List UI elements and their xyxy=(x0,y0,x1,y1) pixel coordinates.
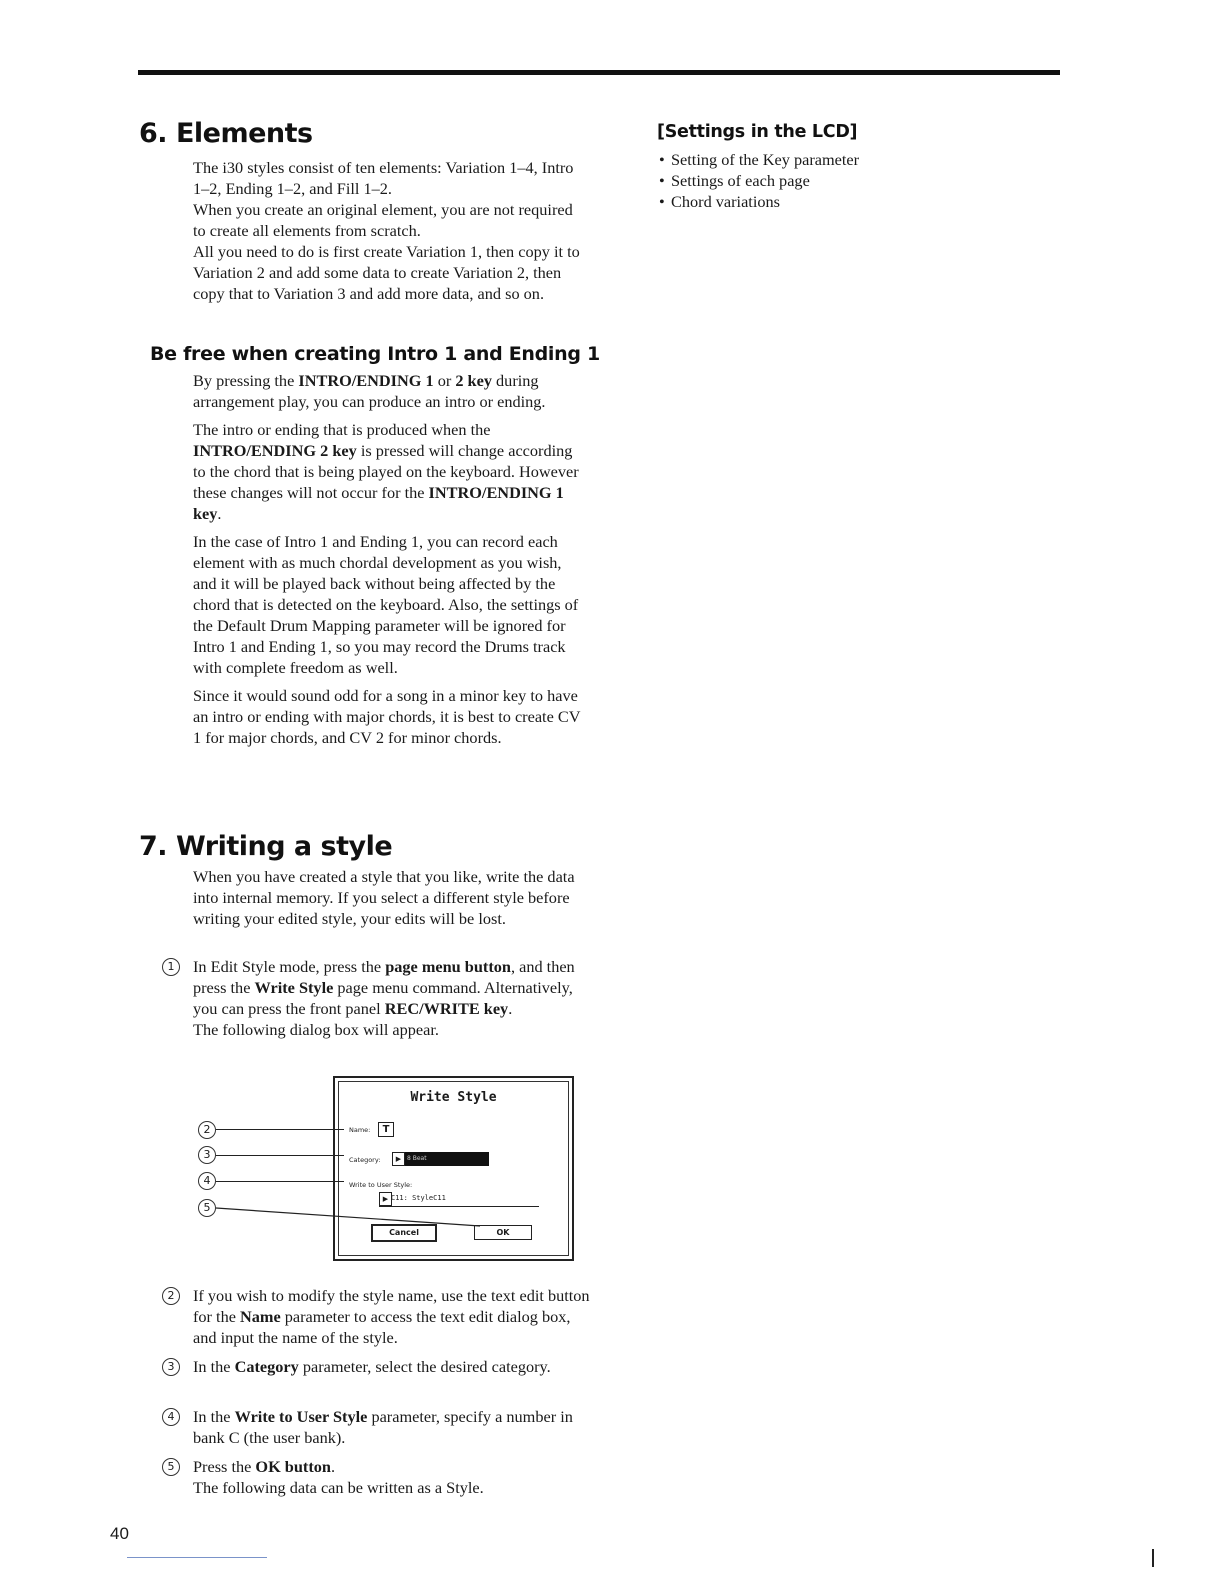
step-number: 3 xyxy=(162,1358,180,1376)
leader-line-4 xyxy=(216,1181,344,1182)
intro-line-2: When you create an original element, you are not required to create all elements from scratch. xyxy=(193,200,573,240)
list-item: • Settings of each page xyxy=(659,170,859,191)
leader-line-2 xyxy=(216,1129,344,1130)
page-number: 40 xyxy=(110,1524,129,1543)
intro-line-3: All you need to do is first create Variation 1, then copy it to Variation 2 and add some data to create Variation 2, then copy that to Variation 3 and add more data, and so on. xyxy=(193,242,580,303)
step-text: Press the OK button. The following data can be written as a Style. xyxy=(193,1457,484,1497)
section-7-intro: When you have created a style that you like, write the data into internal memory. If you select a different style before writing your edited style, your edits will be lost. xyxy=(193,867,575,928)
step-text: In the Write to User Style parameter, specify a number in bank C (the user bank). xyxy=(193,1407,573,1447)
section-6-heading: 6. Elements xyxy=(139,118,313,149)
callout-2: 2 xyxy=(198,1121,216,1139)
paragraph-4: Since it would sound odd for a song in a minor key to have an intro or ending with major chords, it is best to create CV 1 for major chords, and CV 2 for minor chords. xyxy=(193,686,581,747)
corner-mark xyxy=(1152,1549,1154,1567)
user-style-arrow-icon[interactable]: ▶ xyxy=(379,1192,392,1206)
cancel-button[interactable]: Cancel xyxy=(371,1224,437,1242)
step-number: 4 xyxy=(162,1408,180,1426)
callout-3: 3 xyxy=(198,1146,216,1164)
step-text: If you wish to modify the style name, use the text edit button for the Name parameter to access the text edit dialog box, and input the name of the style. xyxy=(193,1286,590,1347)
paragraph-2: The intro or ending that is produced when the INTRO/ENDING 2 key is pressed will change according to the chord that is being played on the keyboard. However these changes will not occur for the INTRO/ENDING 1 key. xyxy=(193,420,579,523)
dialog-title: Write Style xyxy=(410,1090,497,1105)
step-number: 1 xyxy=(162,958,180,976)
name-label: Name: xyxy=(349,1126,371,1134)
paragraph-1: By pressing the INTRO/ENDING 1 or 2 key during arrangement play, you can produce an intro or ending. xyxy=(193,371,546,411)
top-rule xyxy=(138,70,1060,75)
leader-line-5 xyxy=(216,1200,486,1230)
list-item: • Setting of the Key parameter xyxy=(659,149,859,170)
section-7-heading: 7. Writing a style xyxy=(139,831,393,862)
leader-line-3 xyxy=(216,1155,344,1156)
category-field[interactable]: 8 Beat xyxy=(405,1152,489,1166)
step-number: 5 xyxy=(162,1458,180,1476)
step-number: 2 xyxy=(162,1287,180,1305)
intro-line-1: The i30 styles consist of ten elements: Variation 1–4, Intro 1–2, Ending 1–2, and Fill 1–2. xyxy=(193,158,574,198)
lcd-settings-list xyxy=(659,149,859,212)
subsection-body xyxy=(193,370,581,755)
footer-rule xyxy=(127,1557,267,1558)
write-style-dialog xyxy=(333,1076,574,1261)
user-style-label: Write to User Style: xyxy=(349,1181,413,1189)
section-6-intro xyxy=(193,157,588,304)
list-item: • Chord variations xyxy=(659,191,859,212)
subheading-intro-ending: Be free when creating Intro 1 and Ending 1 xyxy=(150,343,600,365)
user-style-value[interactable]: C11: StyleC11 xyxy=(391,1194,446,1202)
text-edit-icon[interactable]: T xyxy=(378,1122,394,1137)
step-text: In the Category parameter, select the desired category. xyxy=(193,1357,551,1376)
callout-4: 4 xyxy=(198,1172,216,1190)
lcd-settings-heading: [Settings in the LCD] xyxy=(657,122,858,142)
paragraph-3: In the case of Intro 1 and Ending 1, you can record each element with as much chordal development as you wish, and it will be played back without being affected by the chord that is detected on the keyboard. Also, the settings of the Default Drum Mapping parameter will be ignored for Intro 1 and Ending 1, so you may record the Drums track with complete freedom as well. xyxy=(193,532,579,677)
ok-button[interactable]: OK xyxy=(474,1225,532,1240)
callout-5: 5 xyxy=(198,1199,216,1217)
category-arrow-icon[interactable]: ▶ xyxy=(392,1152,405,1166)
category-label: Category: xyxy=(349,1156,381,1164)
step-text: In Edit Style mode, press the page menu button, and then press the Write Style page menu command. Alternatively, you can press the front panel REC/WRITE key. The following dialog box will appear. xyxy=(193,957,575,1039)
